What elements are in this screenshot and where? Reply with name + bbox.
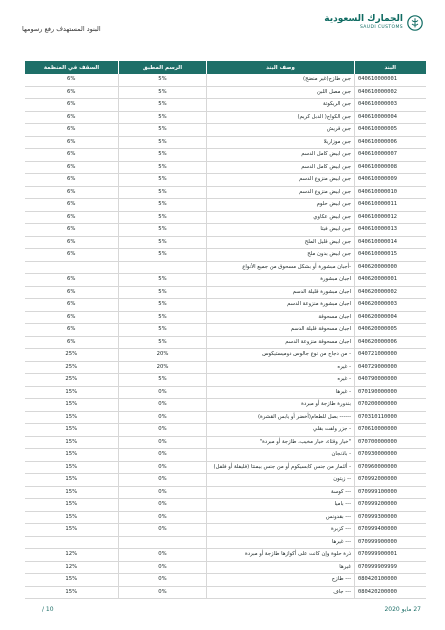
cell-description: - من دجاج من نوع جالوس دوميستيكوس	[207, 349, 355, 362]
customs-emblem-icon	[407, 15, 423, 31]
table-row	[25, 586, 426, 599]
cell-applied-rate: 0%	[119, 524, 207, 537]
cell-applied-rate: 20%	[119, 349, 207, 362]
table-row	[25, 336, 426, 349]
table-row	[25, 449, 426, 462]
cell-code: 070999100000	[355, 486, 426, 499]
table-row	[25, 86, 426, 99]
cell-code: 040610000009	[355, 174, 426, 187]
table-row	[25, 361, 426, 374]
table-row	[25, 99, 426, 112]
page-footer	[0, 606, 445, 618]
cell-description: --- بقدونس	[207, 511, 355, 524]
cell-ceiling: 15%	[25, 499, 119, 512]
cell-applied-rate: 0%	[119, 436, 207, 449]
cell-description: اجبان مبشورة قليلة الدسم	[207, 286, 355, 299]
cell-ceiling: 6%	[25, 149, 119, 162]
cell-applied-rate: 0%	[119, 411, 207, 424]
cell-code: 070999909999	[355, 561, 426, 574]
table-row	[25, 149, 426, 162]
table-row	[25, 474, 426, 487]
table-row	[25, 236, 426, 249]
table-row	[25, 461, 426, 474]
table-row	[25, 74, 426, 86]
cell-applied-rate: 5%	[119, 299, 207, 312]
table-row	[25, 311, 426, 324]
cell-ceiling	[25, 261, 119, 274]
column-header-description: وصف البند	[207, 61, 355, 74]
cell-applied-rate: 0%	[119, 424, 207, 437]
table-row	[25, 211, 426, 224]
table-row	[25, 574, 426, 587]
cell-description: جبن ابيض كامل الدسم	[207, 161, 355, 174]
cell-description: جبن الكواج( الدبل كريم)	[207, 111, 355, 124]
cell-applied-rate: 5%	[119, 374, 207, 387]
cell-code: 040610000004	[355, 111, 426, 124]
cell-applied-rate: 5%	[119, 236, 207, 249]
table-row	[25, 486, 426, 499]
cell-code: 070992000000	[355, 474, 426, 487]
cell-ceiling: 6%	[25, 311, 119, 324]
table-row	[25, 511, 426, 524]
cell-applied-rate: 5%	[119, 336, 207, 349]
cell-ceiling: 6%	[25, 99, 119, 112]
cell-code: 040610000002	[355, 86, 426, 99]
cell-code: 040721000000	[355, 349, 426, 362]
cell-description: - غيره	[207, 361, 355, 374]
cell-applied-rate: 5%	[119, 286, 207, 299]
cell-ceiling: 15%	[25, 449, 119, 462]
cell-ceiling: 6%	[25, 86, 119, 99]
table-row	[25, 536, 426, 549]
cell-description: -- زيتون	[207, 474, 355, 487]
cell-description: --- باميا	[207, 499, 355, 512]
cell-code: 070190000000	[355, 386, 426, 399]
cell-code: 040610000003	[355, 99, 426, 112]
cell-description: --- طازج	[207, 574, 355, 587]
page-header	[0, 8, 445, 46]
cell-ceiling: 6%	[25, 186, 119, 199]
cell-code: 040610000012	[355, 211, 426, 224]
cell-ceiling: 6%	[25, 299, 119, 312]
page-number: / 10	[42, 606, 54, 613]
table-row	[25, 436, 426, 449]
cell-ceiling: 6%	[25, 236, 119, 249]
cell-ceiling: 6%	[25, 161, 119, 174]
cell-applied-rate: 0%	[119, 549, 207, 562]
cell-description: --- جاف	[207, 586, 355, 599]
cell-code: 040620000002	[355, 286, 426, 299]
cell-description: --- كوسة	[207, 486, 355, 499]
cell-description: اجبان مسحوقة منزوعة الدسم	[207, 336, 355, 349]
cell-ceiling: 15%	[25, 424, 119, 437]
cell-code: 040610000013	[355, 224, 426, 237]
cell-applied-rate: 5%	[119, 111, 207, 124]
cell-description: --- غيرها	[207, 536, 355, 549]
cell-ceiling: 12%	[25, 549, 119, 562]
cell-description: ذرة حلوة وإن كانت على أكوازها طازجة أو مبردة	[207, 549, 355, 562]
cell-description: جبن مصل اللبن	[207, 86, 355, 99]
table-row	[25, 286, 426, 299]
cell-applied-rate: 0%	[119, 386, 207, 399]
cell-description: اجبان مبشورة منزوعة الدسم	[207, 299, 355, 312]
table-row	[25, 161, 426, 174]
cell-code: 070999400000	[355, 524, 426, 537]
table-row	[25, 549, 426, 562]
cell-code: 040620000003	[355, 299, 426, 312]
cell-ceiling: 6%	[25, 249, 119, 262]
cell-applied-rate: 5%	[119, 211, 207, 224]
cell-description: جبن ابيض منزوع الدسم	[207, 174, 355, 187]
cell-code: 040620000005	[355, 324, 426, 337]
cell-ceiling: 6%	[25, 74, 119, 86]
table-row	[25, 499, 426, 512]
cell-applied-rate: 5%	[119, 186, 207, 199]
cell-ceiling: 15%	[25, 574, 119, 587]
cell-code: 040610000005	[355, 124, 426, 137]
cell-applied-rate: 5%	[119, 149, 207, 162]
cell-code: 040610000014	[355, 236, 426, 249]
tariff-table	[24, 61, 425, 599]
cell-applied-rate: 20%	[119, 361, 207, 374]
cell-ceiling: 15%	[25, 511, 119, 524]
cell-applied-rate: 5%	[119, 311, 207, 324]
cell-applied-rate: 5%	[119, 249, 207, 262]
table-row	[25, 249, 426, 262]
cell-ceiling: 25%	[25, 374, 119, 387]
cell-code: 040610000010	[355, 186, 426, 199]
cell-ceiling: 15%	[25, 436, 119, 449]
cell-description: غيرها	[207, 561, 355, 574]
cell-applied-rate: 0%	[119, 561, 207, 574]
cell-description: "خيار وقثاء، خيار مخيب، طازجة أو مبردة"	[207, 436, 355, 449]
cell-code: 040610000006	[355, 136, 426, 149]
cell-ceiling: 15%	[25, 411, 119, 424]
cell-description: جبن قريش	[207, 124, 355, 137]
cell-code: 070700000000	[355, 436, 426, 449]
cell-code: 040620000004	[355, 311, 426, 324]
cell-ceiling: 6%	[25, 199, 119, 212]
cell-applied-rate: 0%	[119, 499, 207, 512]
cell-description: جبن ابيض كامل الدسم	[207, 149, 355, 162]
cell-code: 070999300000	[355, 511, 426, 524]
cell-code: 070310110000	[355, 411, 426, 424]
cell-code: 040729000000	[355, 361, 426, 374]
table-row	[25, 411, 426, 424]
cell-code: 040610000001	[355, 74, 426, 86]
cell-code: 040620000006	[355, 336, 426, 349]
cell-applied-rate: 0%	[119, 574, 207, 587]
cell-description: جبن ابيض قليل الملح	[207, 236, 355, 249]
column-header-code: البند	[355, 61, 426, 74]
table-row	[25, 349, 426, 362]
cell-applied-rate: 5%	[119, 199, 207, 212]
cell-code: 040790000000	[355, 374, 426, 387]
cell-ceiling: 25%	[25, 361, 119, 374]
cell-applied-rate: 5%	[119, 124, 207, 137]
cell-ceiling: 15%	[25, 386, 119, 399]
cell-description: ------ بصل للطعام(أخضر أو يابس القشرة)	[207, 411, 355, 424]
cell-ceiling: 6%	[25, 136, 119, 149]
cell-description: اجبان مسحوقة قليلة الدسم	[207, 324, 355, 337]
cell-ceiling: 6%	[25, 124, 119, 137]
cell-description: بندورة طازجة أو مبردة	[207, 399, 355, 412]
table-row	[25, 424, 426, 437]
table-header-row	[25, 61, 426, 74]
cell-description: اجبان مسحوقة	[207, 311, 355, 324]
table-row	[25, 299, 426, 312]
logo-english-text: SAUDI CUSTOMS	[359, 25, 403, 30]
cell-code: 070999200000	[355, 499, 426, 512]
cell-ceiling: 6%	[25, 224, 119, 237]
cell-code: 040620000000	[355, 261, 426, 274]
saudi-customs-logo	[324, 14, 423, 31]
cell-description: - غيرها	[207, 386, 355, 399]
cell-code: 070200000000	[355, 399, 426, 412]
cell-ceiling: 15%	[25, 474, 119, 487]
cell-applied-rate	[119, 536, 207, 549]
cell-description: - غيره	[207, 374, 355, 387]
cell-ceiling: 6%	[25, 274, 119, 287]
cell-ceiling	[25, 536, 119, 549]
cell-applied-rate: 0%	[119, 486, 207, 499]
column-header-ceiling: السقف في المنظمة	[25, 61, 119, 74]
cell-description: -أجبان مبشورة أو بشكل مسحوق من جميع الأنواع	[207, 261, 355, 274]
logo-arabic-text: الجمارك السعودية	[324, 14, 403, 24]
table-row	[25, 174, 426, 187]
table-row	[25, 186, 426, 199]
cell-description: - ألثمار من جنس كابسيكوم أو من جنس بيمنتا (فليفلة أو فلفل)	[207, 461, 355, 474]
table-body	[25, 74, 426, 599]
cell-applied-rate: 5%	[119, 74, 207, 86]
column-header-applied-rate: الرسم المطبق	[119, 61, 207, 74]
cell-code: 040620000001	[355, 274, 426, 287]
table-row	[25, 224, 426, 237]
cell-code: 070930000000	[355, 449, 426, 462]
cell-applied-rate: 0%	[119, 461, 207, 474]
cell-description: جبن موزاريلا	[207, 136, 355, 149]
cell-applied-rate: 5%	[119, 161, 207, 174]
cell-ceiling: 15%	[25, 586, 119, 599]
cell-ceiling: 15%	[25, 399, 119, 412]
table-row	[25, 524, 426, 537]
cell-code: 070999900000	[355, 536, 426, 549]
cell-applied-rate: 0%	[119, 586, 207, 599]
cell-description: - جزر ولفت بقلي	[207, 424, 355, 437]
cell-applied-rate: 5%	[119, 136, 207, 149]
cell-ceiling: 6%	[25, 211, 119, 224]
cell-ceiling: 6%	[25, 336, 119, 349]
table-row	[25, 324, 426, 337]
cell-applied-rate: 5%	[119, 224, 207, 237]
cell-description: اجبان مبشورة	[207, 274, 355, 287]
cell-description: جبن ابيض منزوع الدسم	[207, 186, 355, 199]
table-row	[25, 261, 426, 274]
cell-code: 070610000000	[355, 424, 426, 437]
table-row	[25, 111, 426, 124]
cell-applied-rate: 0%	[119, 449, 207, 462]
cell-description: جبن الريكوتة	[207, 99, 355, 112]
table-row	[25, 124, 426, 137]
cell-ceiling: 15%	[25, 486, 119, 499]
cell-ceiling: 6%	[25, 111, 119, 124]
cell-ceiling: 25%	[25, 349, 119, 362]
cell-applied-rate: 5%	[119, 99, 207, 112]
cell-ceiling: 12%	[25, 561, 119, 574]
cell-description: جبن ابيض فيتا	[207, 224, 355, 237]
cell-code: 040610000011	[355, 199, 426, 212]
cell-ceiling: 6%	[25, 174, 119, 187]
table-row	[25, 374, 426, 387]
cell-code: 070999900001	[355, 549, 426, 562]
cell-applied-rate: 5%	[119, 274, 207, 287]
cell-description: - باذنجان	[207, 449, 355, 462]
cell-code: 040610000008	[355, 161, 426, 174]
cell-ceiling: 6%	[25, 286, 119, 299]
document-date: 27 مايو 2020	[384, 606, 421, 613]
cell-code: 040610000007	[355, 149, 426, 162]
table-row	[25, 274, 426, 287]
cell-applied-rate: 5%	[119, 324, 207, 337]
cell-description: جبن ابيض عكاوي	[207, 211, 355, 224]
table-row	[25, 136, 426, 149]
cell-code: 040610000015	[355, 249, 426, 262]
cell-ceiling: 6%	[25, 324, 119, 337]
document-title: البنود المستهدف رفع رسومها	[22, 25, 101, 33]
cell-description: --- كزبرة	[207, 524, 355, 537]
cell-ceiling: 15%	[25, 461, 119, 474]
table-row	[25, 199, 426, 212]
cell-description: جبن ابيض بدون ملح	[207, 249, 355, 262]
table-row	[25, 386, 426, 399]
cell-code: 070960000000	[355, 461, 426, 474]
cell-ceiling: 15%	[25, 524, 119, 537]
cell-applied-rate: 5%	[119, 174, 207, 187]
table-row	[25, 561, 426, 574]
cell-applied-rate: 0%	[119, 474, 207, 487]
cell-description: جبن طازج(غير منضج)	[207, 74, 355, 86]
cell-code: 080420100000	[355, 574, 426, 587]
cell-applied-rate: 0%	[119, 511, 207, 524]
cell-applied-rate	[119, 261, 207, 274]
cell-code: 080420200000	[355, 586, 426, 599]
cell-applied-rate: 5%	[119, 86, 207, 99]
cell-applied-rate: 0%	[119, 399, 207, 412]
cell-description: جبن ابيض حلوم	[207, 199, 355, 212]
table-row	[25, 399, 426, 412]
